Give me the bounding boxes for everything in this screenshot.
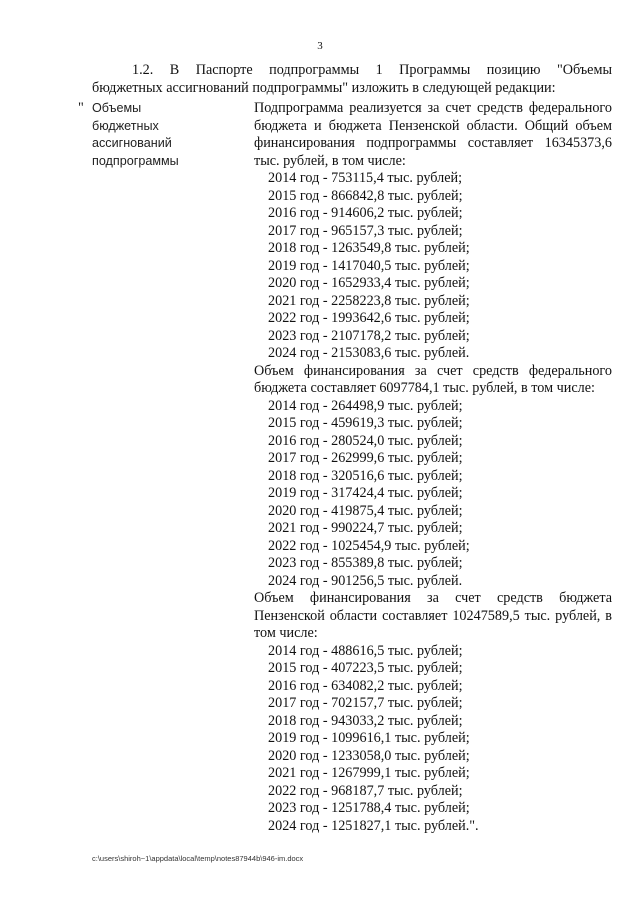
year-item: 2022 год - 1993642,6 тыс. рублей; [268,310,470,326]
footer-file-path: c:\users\shiroh~1\appdata\local\temp\notes87944b\946-im.docx [92,854,304,863]
year-item: 2020 год - 1652933,4 тыс. рублей; [268,275,470,291]
year-item: 2016 год - 914606,2 тыс. рублей; [268,205,463,221]
position-content [254,100,612,835]
total-financing-text: Подпрограмма реализуется за счет средств федерального бюджета и бюджета Пензенской области. Общий объем финансирования подпрограммы составляет 16345373,6 тыс. рублей, в том числе: [254,100,612,169]
regional-financing-text: Объем финансирования за счет средств бюджета Пензенской области составляет 10247589,5 тыс. рублей, в том числе: [254,590,612,641]
year-item: 2024 год - 2153083,6 тыс. рублей. [268,345,470,361]
page-number: 3 [317,40,323,52]
year-item: 2022 год - 968187,7 тыс. рублей; [268,782,463,799]
year-item: 2015 год - 459619,3 тыс. рублей; [268,415,463,431]
year-item: 2015 год - 407223,5 тыс. рублей; [268,660,463,676]
label-line: подпрограммы [92,153,179,168]
intro-line-2: бюджетных ассигнований подпрограммы" изложить в следующей редакции: [92,79,556,96]
label-line: ассигнований [92,136,172,150]
year-item: 2018 год - 320516,6 тыс. рублей; [268,467,463,484]
year-item: 2016 год - 634082,2 тыс. рублей; [268,677,463,694]
year-item: 2018 год - 1263549,8 тыс. рублей; [268,240,470,256]
position-label [92,100,242,170]
year-item: 2017 год - 965157,3 тыс. рублей; [268,222,463,239]
year-item: 2023 год - 1251788,4 тыс. рублей; [268,800,470,816]
federal-financing-text: Объем финансирования за счет средств федерального бюджета составляет 6097784,1 тыс. рублей, в том числе: [254,362,612,396]
label-line: бюджетных [92,118,159,133]
year-item: 2019 год - 1417040,5 тыс. рублей; [268,257,470,274]
year-item: 2024 год - 901256,5 тыс. рублей. [268,572,463,589]
year-item: 2014 год - 753115,4 тыс. рублей; [268,170,463,186]
intro-paragraph [92,62,612,97]
year-item: 2021 год - 2258223,8 тыс. рублей; [268,292,470,309]
year-item: 2023 год - 2107178,2 тыс. рублей; [268,327,470,344]
year-item: 2021 год - 1267999,1 тыс. рублей; [268,765,470,781]
year-item: 2017 год - 702157,7 тыс. рублей; [268,695,463,711]
year-item: 2020 год - 419875,4 тыс. рублей; [268,502,463,519]
federal-financing-years [254,398,612,591]
year-item: 2022 год - 1025454,9 тыс. рублей; [268,537,470,554]
year-item: 2017 год - 262999,6 тыс. рублей; [268,450,463,466]
year-item: 2019 год - 1099616,1 тыс. рублей; [268,730,470,746]
year-item: 2024 год - 1251827,1 тыс. рублей.". [268,817,479,834]
year-item: 2020 год - 1233058,0 тыс. рублей; [268,747,470,764]
year-item: 2018 год - 943033,2 тыс. рублей; [268,712,463,729]
year-item: 2023 год - 855389,8 тыс. рублей; [268,555,463,571]
year-item: 2016 год - 280524,0 тыс. рублей; [268,432,463,449]
year-item: 2014 год - 488616,5 тыс. рублей; [268,642,463,659]
year-item: 2021 год - 990224,7 тыс. рублей; [268,520,463,536]
regional-financing-years [254,643,612,836]
year-item: 2015 год - 866842,8 тыс. рублей; [268,187,463,204]
intro-line-1: 1.2. В Паспорте подпрограммы 1 Программы позицию "Объемы [132,62,612,78]
opening-quote: " [78,100,84,116]
label-line: Объемы [92,101,142,115]
year-item: 2019 год - 317424,4 тыс. рублей; [268,485,463,501]
year-item: 2014 год - 264498,9 тыс. рублей; [268,397,463,414]
total-financing-years [254,170,612,363]
